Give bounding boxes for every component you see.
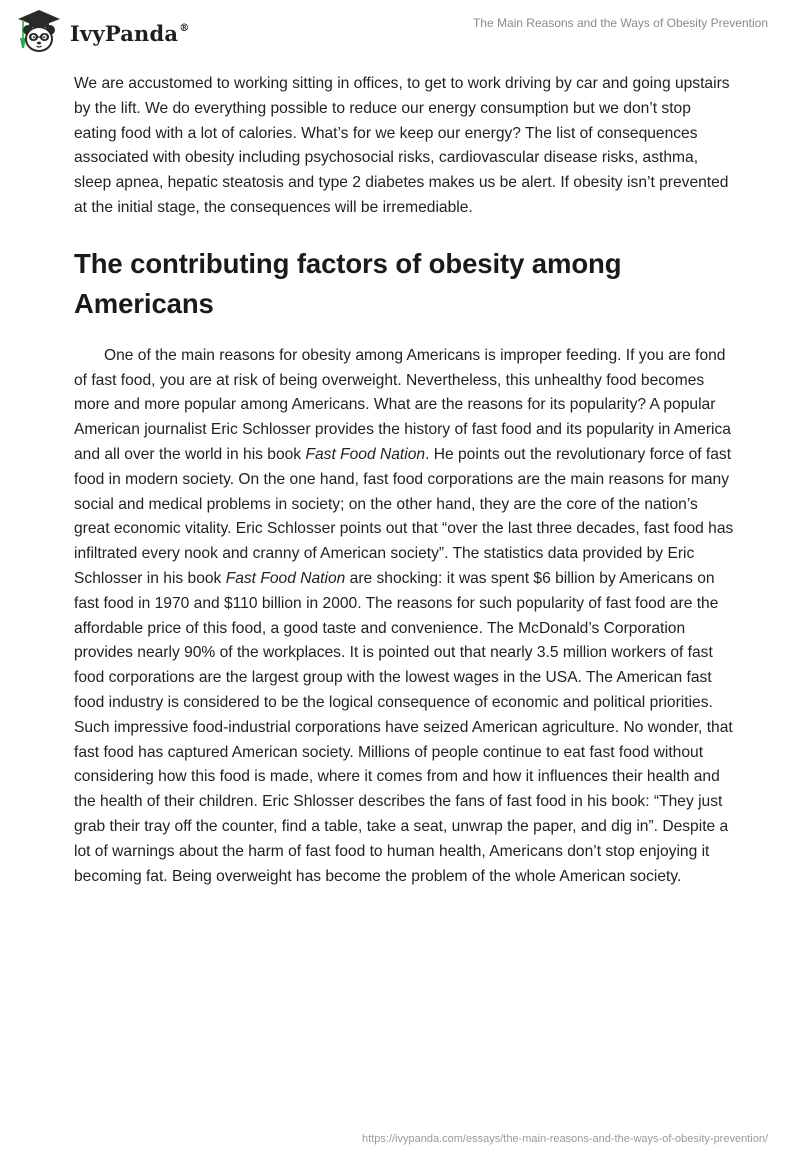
intro-paragraph: We are accustomed to working sitting in offices, to get to work driving by car and going upstairs by the lift. We do everything possible to reduce our energy consumption but we don’t stop eating food with a lot of calories. What’s for we keep our energy? The list of consequences associated with obesity including psychosocial risks, cardiovascular disease risks, asthma, sleep apnea, hepatic steatosis and type 2 diabetes makes us be alert. If obesity isn’t prevented at the initial stage, the consequences will be irremediable. [74,75,730,216]
document-title: The Main Reasons and the Ways of Obesity Prevention [472,16,768,30]
logo-text: IvyPanda [70,20,179,46]
panda-graduate-logo-icon [14,8,64,56]
main-paragraph-part2: . He points out the revolutionary force of fast food in modern society. On the one hand, fast food corporations are the main reasons for many social and medical problems in society; on the other hand, they are the core of the nation’s great economic vitality. Eric Schlosser points out that “over the last three decades, fast food has infiltrated every nook and cranny of American society”. The statistics data provided by Eric Schlosser in his book [74,445,734,587]
book-title-1: Fast Food Nation [305,445,426,463]
main-paragraph-wrap [74,344,734,890]
main-paragraph-part1: One of the main reasons for obesity among Americans is improper feeding. If you are fond of fast food, you are at risk of being overweight. Nevertheless, this unhealthy food becomes more and more popular among Americans. What are the reasons for its popularity? A popular American journalist Eric Schlosser provides the history of fast food and its popularity in America and all over the world in his book [74,346,731,463]
essay-content [74,72,734,889]
section-heading: The contributing factors of obesity among Americans [74,247,622,319]
book-title-2: Fast Food Nation [225,569,346,587]
main-paragraph [74,344,734,890]
main-paragraph-part3: are shocking: it was spent $6 billion by Americans on fast food in 1970 and $110 billion in 2000. The reasons for such popularity of fast food are the affordable price of this food, a good taste and convenience. The McDonald’s Corporation provides nearly 90% of the workplaces. It is pointed out that nearly 3.5 million workers of fast food corporations are the largest group with the lowest wages in the USA. The American fast food industry is considered to be the logical consequence of economic and political priorities. Such impressive food-industrial corporations have seized American agriculture. No wonder, that fast food has captured American society. Millions of people continue to eat fast food without considering how this food is made, where it comes from and how it influences their health and the health of their children. Eric Shlosser describes the fans of fast food in his book: “They just grab their tray off the counter, find a table, take a seat, unwrap the paper, and dig in”. Despite a lot of warnings about the harm of fast food to human health, Americans don’t stop enjoying it becoming fat. Being overweight has become the problem of the whole American society. [74,569,733,885]
page-header [0,0,800,64]
source-url-link[interactable]: https://ivypanda.com/essays/the-main-reasons-and-the-ways-of-obesity-prevention/ [362,1133,768,1145]
logo-wordmark [70,21,189,46]
registered-mark: ® [179,22,190,34]
ivypanda-logo-link[interactable] [14,8,189,56]
